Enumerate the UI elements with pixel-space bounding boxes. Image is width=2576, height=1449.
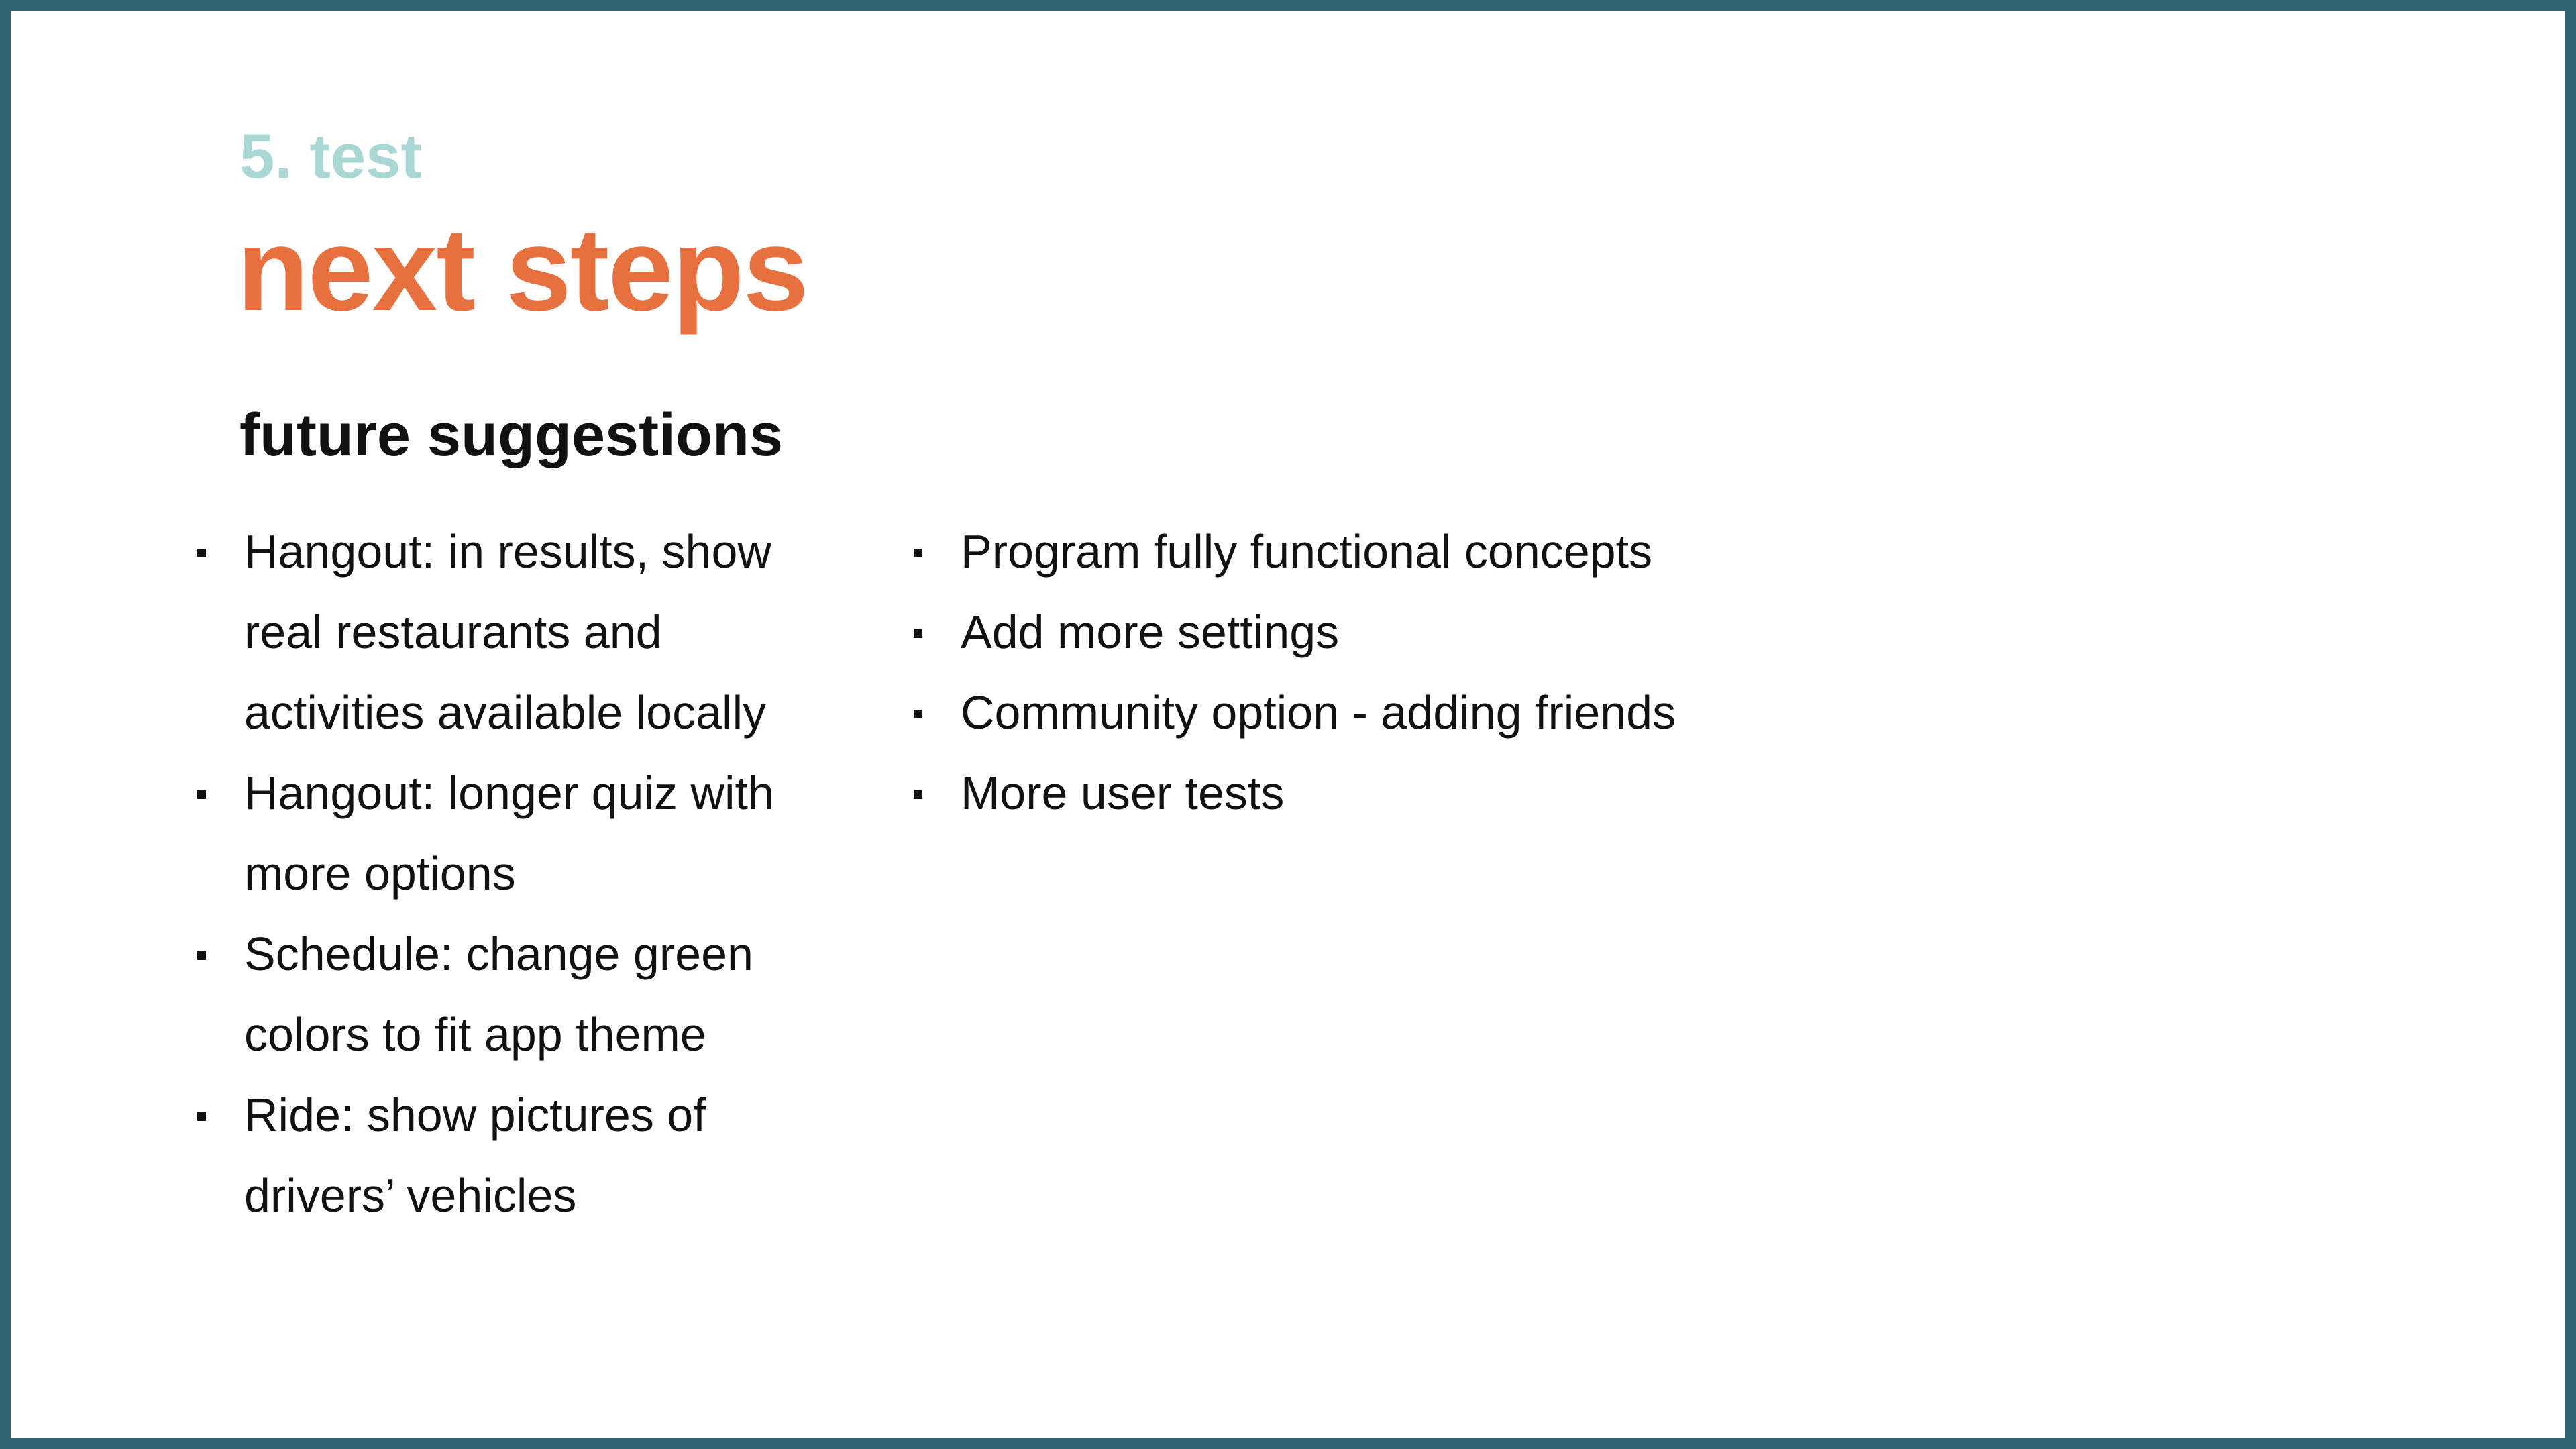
right-bullet-list bbox=[912, 511, 1784, 833]
bullet-text: Hangout: longer quiz with more options bbox=[244, 767, 774, 900]
section-label: 5. test bbox=[239, 121, 422, 191]
bullet-item bbox=[196, 511, 840, 753]
bullet-text: Ride: show pictures of drivers’ vehicles bbox=[244, 1089, 706, 1222]
square-bullet-icon bbox=[914, 710, 922, 718]
bullet-item bbox=[196, 914, 840, 1075]
bullet-item bbox=[912, 511, 1784, 592]
bullet-text: Community option - adding friends bbox=[961, 686, 1676, 739]
bullet-item bbox=[196, 1075, 840, 1236]
bullet-item bbox=[912, 592, 1784, 672]
square-bullet-icon bbox=[197, 790, 206, 799]
bullet-item bbox=[912, 753, 1784, 833]
bullet-text: Hangout: in results, show real restaurants and activities available locally bbox=[244, 525, 771, 739]
square-bullet-icon bbox=[914, 549, 922, 557]
slide-title: next steps bbox=[237, 204, 808, 335]
left-bullet-list bbox=[196, 511, 840, 1236]
square-bullet-icon bbox=[197, 549, 206, 557]
bullet-text: Program fully functional concepts bbox=[961, 525, 1653, 578]
subheading: future suggestions bbox=[239, 402, 784, 469]
bullet-text: Schedule: change green colors to fit app theme bbox=[244, 928, 753, 1061]
square-bullet-icon bbox=[197, 951, 206, 960]
bullet-item bbox=[196, 753, 840, 914]
bullet-text: Add more settings bbox=[961, 606, 1340, 658]
bullet-item bbox=[912, 672, 1784, 753]
square-bullet-icon bbox=[197, 1112, 206, 1121]
square-bullet-icon bbox=[914, 790, 922, 799]
bullet-text: More user tests bbox=[961, 767, 1285, 819]
square-bullet-icon bbox=[914, 629, 922, 638]
